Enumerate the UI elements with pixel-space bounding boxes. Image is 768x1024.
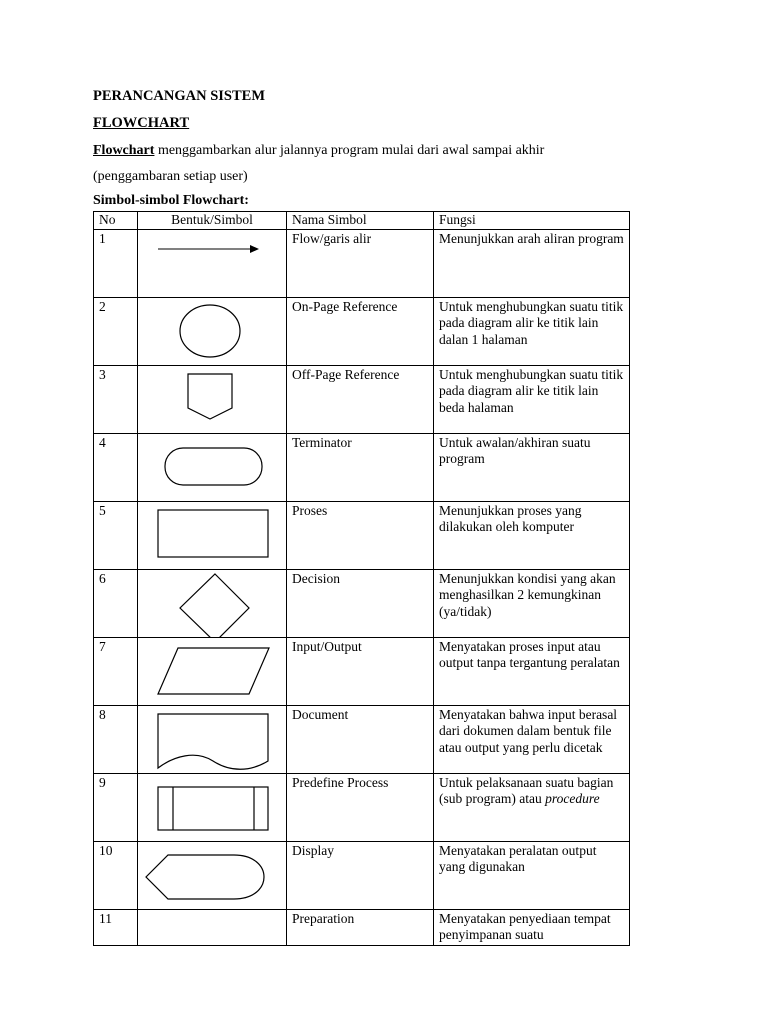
row-function — [434, 841, 630, 909]
row-function — [434, 773, 630, 841]
row-name: Decision — [287, 569, 434, 637]
row-no: 2 — [94, 297, 138, 365]
row-function — [434, 229, 630, 297]
row-function — [434, 365, 630, 433]
arrow-symbol-icon — [138, 230, 286, 297]
table-row — [94, 637, 630, 705]
row-function-text: Menyatakan peralatan output yang digunakan — [439, 842, 597, 874]
row-name: Proses — [287, 501, 434, 569]
parallelogram-symbol-icon — [138, 638, 286, 705]
row-name: On-Page Reference — [287, 297, 434, 365]
row-function-text: Untuk awalan/akhiran suatu program — [439, 434, 591, 466]
row-shape — [138, 365, 287, 433]
table-row — [94, 773, 630, 841]
row-shape — [138, 569, 287, 637]
row-function — [434, 501, 630, 569]
intro-term: Flowchart — [93, 143, 155, 158]
row-name: Flow/garis alir — [287, 229, 434, 297]
row-function-italic: procedure — [545, 791, 600, 806]
row-function-text: Menunjukkan proses yang dilakukan oleh komputer — [439, 502, 582, 534]
header-function: Fungsi — [434, 212, 630, 230]
table-row — [94, 705, 630, 773]
row-no: 6 — [94, 569, 138, 637]
row-function — [434, 433, 630, 501]
terminator-symbol-icon — [138, 434, 286, 501]
row-no: 5 — [94, 501, 138, 569]
table-row — [94, 569, 630, 637]
header-name: Nama Simbol — [287, 212, 434, 230]
row-function — [434, 637, 630, 705]
predefined-symbol-icon — [138, 774, 286, 841]
row-no: 10 — [94, 841, 138, 909]
display-symbol-icon — [138, 842, 286, 909]
table-row — [94, 433, 630, 501]
circle-symbol-icon — [138, 298, 286, 365]
row-name: Document — [287, 705, 434, 773]
section-title: FLOWCHART — [93, 115, 190, 131]
intro-line-2: (penggambaran setiap user) — [93, 169, 248, 184]
row-shape — [138, 229, 287, 297]
row-function — [434, 569, 630, 637]
document-symbol-icon — [138, 706, 286, 773]
row-shape — [138, 841, 287, 909]
symbol-table — [93, 211, 630, 946]
row-function-text: Menunjukkan kondisi yang akan menghasilkan 2 kemungkinan (ya/tidak) — [439, 570, 616, 619]
table-row — [94, 229, 630, 297]
row-no: 3 — [94, 365, 138, 433]
row-function-text: Menyatakan bahwa input berasal dari dokumen dalam bentuk file atau output yang perlu dicetak — [439, 706, 618, 755]
table-row — [94, 501, 630, 569]
table-row — [94, 365, 630, 433]
row-function — [434, 909, 630, 945]
row-no: 9 — [94, 773, 138, 841]
row-function-text: Menyatakan proses input atau output tanpa tergantung peralatan — [439, 638, 620, 670]
diamond-symbol-icon — [138, 570, 286, 637]
row-no: 11 — [94, 909, 138, 945]
page-title: PERANCANGAN SISTEM — [93, 88, 266, 104]
rectangle-symbol-icon — [138, 502, 286, 569]
row-function-text: Untuk pelaksanaan suatu bagian (sub program) atau — [439, 774, 614, 806]
row-shape — [138, 773, 287, 841]
row-function — [434, 705, 630, 773]
row-shape — [138, 297, 287, 365]
intro-line-1 — [93, 143, 544, 159]
header-shape: Bentuk/Simbol — [138, 212, 287, 230]
header-no: No — [94, 212, 138, 230]
table-row — [94, 909, 630, 945]
row-name: Preparation — [287, 909, 434, 945]
row-no: 7 — [94, 637, 138, 705]
table-header-row — [94, 212, 630, 230]
row-name: Off-Page Reference — [287, 365, 434, 433]
row-function-text: Untuk menghubungkan suatu titik pada diagram alir ke titik lain beda halaman — [439, 366, 624, 415]
intro-text: menggambarkan alur jalannya program mulai dari awal sampai akhir — [154, 143, 545, 158]
row-shape — [138, 433, 287, 501]
table-row — [94, 841, 630, 909]
row-name: Predefine Process — [287, 773, 434, 841]
row-shape — [138, 501, 287, 569]
row-name: Input/Output — [287, 637, 434, 705]
row-function-text: Menunjukkan arah aliran program — [439, 230, 624, 246]
row-function-text: Menyatakan penyediaan tempat penyimpanan suatu — [439, 910, 611, 942]
row-no: 8 — [94, 705, 138, 773]
row-name: Terminator — [287, 433, 434, 501]
table-title: Simbol-simbol Flowchart: — [93, 193, 249, 208]
row-shape — [138, 909, 287, 945]
table-row — [94, 297, 630, 365]
row-name: Display — [287, 841, 434, 909]
row-no: 1 — [94, 229, 138, 297]
pentagon-symbol-icon — [138, 366, 286, 433]
row-function — [434, 297, 630, 365]
row-no: 4 — [94, 433, 138, 501]
row-shape — [138, 637, 287, 705]
row-shape — [138, 705, 287, 773]
row-function-text: Untuk menghubungkan suatu titik pada diagram alir ke titik lain dalan 1 halaman — [439, 298, 624, 347]
